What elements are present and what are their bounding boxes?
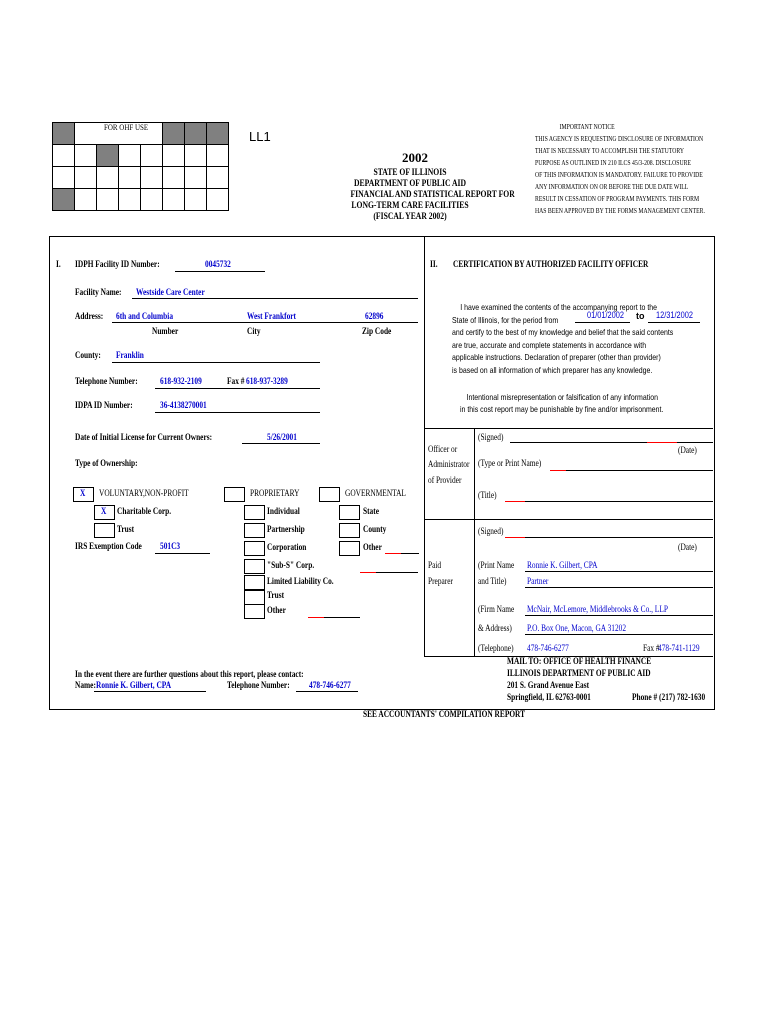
governmental-checkbox[interactable] [319,487,340,502]
grid-cell [75,189,97,211]
grid-cell [185,123,207,145]
irs-value[interactable]: 501C3 [160,541,181,551]
grid-cell [185,189,207,211]
governmental-label: GOVERNMENTAL [345,488,406,498]
grid-cell [141,167,163,189]
voluntary-label: VOLUNTARY,NON-PROFIT [99,488,189,498]
state-checkbox[interactable] [339,505,360,520]
firm-name-line [525,615,713,616]
period-to-underline [648,322,700,323]
proprietary-checkbox[interactable] [224,487,245,502]
fax-value[interactable]: 618-937-3289 [246,376,288,386]
ownership-label: Type of Ownership: [75,458,138,468]
grid-cell [207,167,229,189]
mail-phone: Phone # (217) 782-1630 [632,692,706,702]
idpa-underline [155,412,320,413]
irs-underline [155,553,210,554]
officer-label-3: of Provider [428,475,462,485]
trust-checkbox[interactable] [94,523,115,538]
type-name-marker [550,470,566,471]
period-from-underline [575,322,630,323]
column-divider [424,236,425,656]
cert-line: State of Illinois, for the period from [452,314,559,325]
officer-signature-line[interactable] [510,442,713,443]
officer-date-label: (Date) [678,445,697,455]
grid-cell [53,123,75,145]
warning-line: Intentional misrepresentation or falsification of any information [466,392,658,402]
grid-cell [119,189,141,211]
print-name-line [525,571,713,572]
grid-cell [185,145,207,167]
gov-blank-marker [360,572,376,573]
phone-label: Telephone Number: [75,376,138,386]
license-value[interactable]: 5/26/2001 [267,432,297,442]
firm-name-value[interactable]: McNair, McLemore, Middlebrooks & Co., LLP [527,604,668,614]
preparer-label: Preparer [428,576,453,586]
grid-cell [97,145,119,167]
title-line: (FISCAL YEAR 2002) [373,211,447,221]
cert-line: I have examined the contents of the accompanying report to the [460,302,658,312]
title-line: FINANCIAL AND STATISTICAL REPORT FOR [350,189,515,199]
title-line: DEPARTMENT OF PUBLIC AID [353,178,467,188]
notice-line: RESULT IN CESSATION OF PROGRAM PAYMENTS. THIS FORM [535,195,700,203]
grid-cell [53,167,75,189]
llc-checkbox[interactable] [244,575,265,590]
address-city-value[interactable]: West Frankfort [247,311,296,321]
grid-cell [119,145,141,167]
corporation-checkbox[interactable] [244,541,265,556]
county-checkbox[interactable] [339,523,360,538]
license-label: Date of Initial License for Current Owners: [75,432,213,442]
grid-cell [185,167,207,189]
print-name-value[interactable]: Ronnie K. Gilbert, CPA [527,560,598,570]
grid-cell [163,145,185,167]
officer-label-2: Administrator [428,459,470,469]
county-underline [112,362,320,363]
gov-other-marker [385,553,401,554]
sub-s-checkbox[interactable] [244,559,265,574]
ohf-use-grid [52,122,229,211]
gov-other-checkbox[interactable] [339,541,360,556]
zip-caption: Zip Code [362,326,392,336]
gov-option-other: Other [363,542,382,552]
grid-cell [207,123,229,145]
mail-line: ILLINOIS DEPARTMENT OF PUBLIC AID [507,668,651,678]
firm-address-label: & Address) [478,623,512,633]
idph-label: IDPH Facility ID Number: [75,259,160,269]
gov-option-county: County [363,524,387,534]
cert-line: and certify to the best of my knowledge and belief that the said contents [452,327,674,337]
warning-text [460,391,663,415]
voluntary-check-mark: X [80,488,86,498]
mail-line: 201 S. Grand Avenue East [507,680,590,690]
grid-cell [163,123,185,145]
notice-line: ANY INFORMATION ON OR BEFORE THE DUE DATE WILL [535,183,689,191]
officer-signed-label: (Signed) [478,432,504,442]
cert-line: is based on all information of which preparer has any knowledge. [452,364,653,375]
prop-option-individual: Individual [267,506,300,516]
notice-line: IMPORTANT NOTICE [559,123,615,131]
prop-option-partnership: Partnership [267,524,305,534]
report-year: 2002 [402,150,428,165]
preparer-title-line [525,587,713,588]
phone-underline [155,388,320,389]
preparer-tel-value[interactable]: 478-746-6277 [527,643,569,653]
idph-underline [175,271,265,272]
charitable-label: Charitable Corp. [117,506,172,516]
preparer-fax-value[interactable]: 478-741-1129 [658,643,700,653]
for-ohf-use-label: FOR OHF USE [104,122,149,132]
grid-cell [119,167,141,189]
address-number-value[interactable]: 6th and Columbia [116,311,174,321]
license-underline [242,443,320,444]
county-label: County: [75,350,101,360]
grid-cell [163,167,185,189]
prop-option-other: Other [267,605,286,615]
type-name-line[interactable] [550,470,713,471]
period-from-value[interactable]: 01/01/2002 [587,310,624,320]
prop-trust-checkbox[interactable] [244,590,265,605]
cert-line: applicable instructions. Declaration of preparer (other than provider) [452,352,661,362]
notice-line: HAS BEEN APPROVED BY THE FORMS MANAGEMENT CENTER. [535,207,705,215]
preparer-signature-marker [505,537,525,538]
notice-line: THIS AGENCY IS REQUESTING DISCLOSURE OF INFORMATION [535,135,704,143]
facility-underline [132,298,418,299]
grid-cell [53,145,75,167]
warning-line: in this cost report may be punishable by fine and/or imprisonment. [460,404,664,414]
facility-value[interactable]: Westside Care Center [136,287,205,297]
irs-label: IRS Exemption Code [75,541,142,551]
address-zip-value[interactable]: 62896 [365,311,384,321]
contact-phone-underline [296,691,358,692]
firm-address-value[interactable]: P.O. Box One, Macon, GA 31202 [527,623,627,633]
preparer-date-label: (Date) [678,542,697,552]
address-underline [112,322,418,323]
grid-cell [97,189,119,211]
cert-line: are true, accurate and complete statements in accordance with [452,339,647,350]
mail-line: MAIL TO: OFFICE OF HEALTH FINANCE [507,656,652,666]
compilation-report-note: SEE ACCOUNTANTS' COMPILATION REPORT [363,709,526,719]
report-title [350,167,515,222]
proprietary-label: PROPRIETARY [250,488,300,498]
contact-phone-label: Telephone Number: [227,680,290,690]
officer-inner-divider [474,428,475,656]
grid-cell [163,189,185,211]
contact-name-underline [94,691,206,692]
individual-checkbox[interactable] [244,505,265,520]
grid-cell [75,167,97,189]
grid-cell [141,145,163,167]
phone-value[interactable]: 618-932-2109 [160,376,202,386]
officer-label-1: Officer or [428,444,458,454]
firm-name-label: (Firm Name [478,604,515,614]
charitable-check-mark: X [101,506,107,516]
contact-name-label: Name: [75,680,96,690]
section-2-title: CERTIFICATION BY AUTHORIZED FACILITY OFFICER [453,259,649,269]
facility-label: Facility Name: [75,287,122,297]
grid-cell [141,189,163,211]
and-title-label: and Title) [478,576,507,586]
period-to-value[interactable]: 12/31/2002 [656,310,693,320]
prop-option-corporation: Corporation [267,542,307,552]
trust-label: Trust [117,524,135,534]
title-field-label: (Title) [478,490,497,500]
print-name-label: (Print Name [478,560,515,570]
idpa-label: IDPA ID Number: [75,400,133,410]
prop-option-llc: Limited Liability Co. [267,576,334,586]
grid-cell [97,167,119,189]
period-to-label: to [636,311,645,321]
preparer-signature-line[interactable] [505,537,713,538]
contact-phone-value[interactable]: 478-746-6277 [309,680,351,690]
title-line: LONG-TERM CARE FACILITIES [351,200,469,210]
contact-text: In the event there are further questions about this report, please contact: [75,669,304,679]
preparer-block-top [424,519,713,520]
section-2-number: II. [430,259,438,269]
county-value[interactable]: Franklin [116,350,144,360]
number-caption: Number [152,326,179,336]
title-field-marker [505,501,525,502]
important-notice [535,121,705,217]
grid-cell [207,145,229,167]
officer-signature-marker [647,442,677,443]
grid-cell [75,145,97,167]
idpa-value[interactable]: 36-4138270001 [160,400,207,410]
notice-line: PURPOSE AS OUTLINED IN 210 ILCS 45/3-208. DISCLOSURE [535,159,691,167]
preparer-fax-label: Fax # [643,643,660,653]
preparer-signed-label: (Signed) [478,526,504,536]
idph-value[interactable]: 0045732 [205,259,231,269]
contact-name-value[interactable]: Ronnie K. Gilbert, CPA [96,680,172,690]
title-line: STATE OF ILLINOIS [373,167,447,177]
partnership-checkbox[interactable] [244,523,265,538]
prop-option-sub-s: "Sub-S" Corp. [267,560,315,570]
form-id: LL1 [249,129,271,144]
prop-option-trust: Trust [267,590,285,600]
prop-other-checkbox[interactable] [244,604,265,619]
address-label: Address: [75,311,104,321]
grid-cell [207,189,229,211]
gov-option-state: State [363,506,379,516]
mail-line: Springfield, IL 62763-0001 [507,692,591,702]
preparer-tel-label: (Telephone) [478,643,514,653]
preparer-title-value[interactable]: Partner [527,576,549,586]
notice-line: THAT IS NECESSARY TO ACCOMPLISH THE STATUTORY [535,147,685,155]
type-name-label: (Type or Print Name) [478,458,542,468]
title-field-line[interactable] [505,501,713,502]
firm-address-line [525,634,713,635]
notice-line: OF THIS INFORMATION IS MANDATORY. FAILURE TO PROVIDE [535,171,703,179]
officer-block-top [424,428,713,429]
prop-other-marker [308,617,324,618]
city-caption: City [247,326,261,336]
fax-label: Fax # [227,376,245,386]
grid-cell [53,189,75,211]
section-1-number: I. [56,259,61,269]
paid-label: Paid [428,560,442,570]
